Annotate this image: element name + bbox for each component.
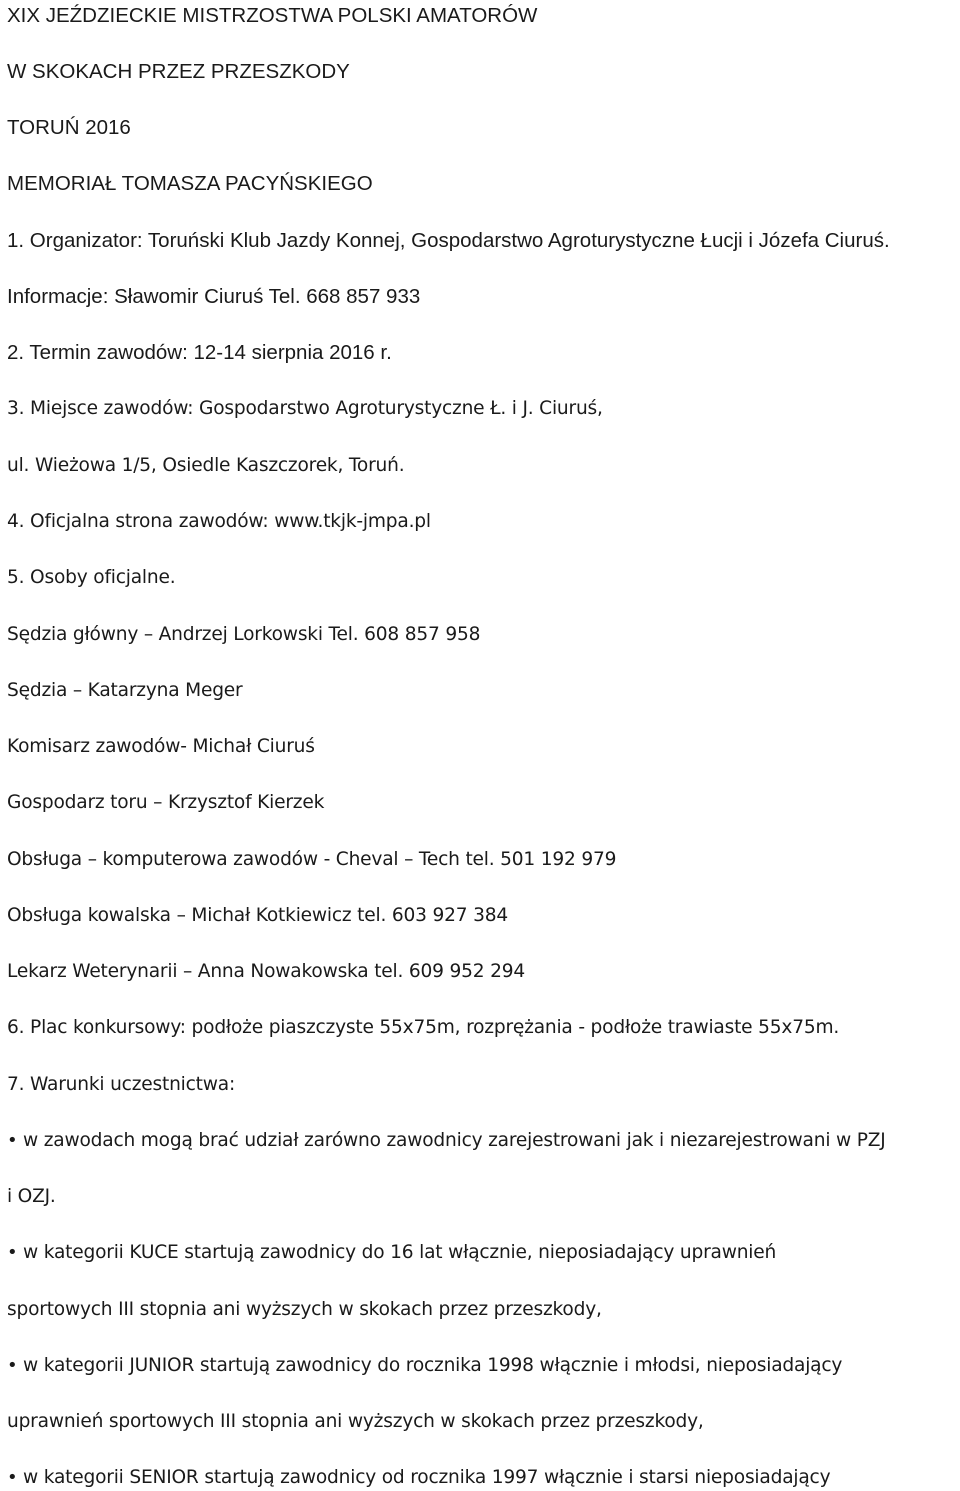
title-line-2: W SKOKACH PRZEZ PRZESZKODY [7,60,350,83]
bullet-item-1: w zawodach mogą brać udział zarówno zawodnicy zarejestrowani jak i niezarejestrowani w PZJ [23,1130,886,1151]
venue-line: 3. Miejsce zawodów: Gospodarstwo Agroturystyczne Ł. i J. Ciuruś, [7,398,603,419]
bullet-item-4: w kategorii SENIOR startują zawodnicy od rocznika 1997 włącznie i starsi nieposiadający [23,1467,831,1488]
officials-heading: 5. Osoby oficjalne. [7,567,176,588]
bullet-item-1-continuation: i OZJ. [7,1186,56,1207]
official-line-farrier: Obsługa kowalska – Michał Kotkiewicz tel. 603 927 384 [7,905,508,926]
date-line: 2. Termin zawodów: 12-14 sierpnia 2016 r. [7,341,392,364]
bullet-item-2: w kategorii KUCE startują zawodnicy do 16 lat włącznie, nieposiadający uprawnień [23,1242,777,1263]
official-line-veterinarian: Lekarz Weterynarii – Anna Nowakowska tel. 609 952 294 [7,961,526,982]
official-line-commissioner: Komisarz zawodów- Michał Ciuruś [7,736,315,757]
bullet-marker: • [7,1130,18,1151]
official-line-judge: Sędzia – Katarzyna Meger [7,680,243,701]
official-line-course-host: Gospodarz toru – Krzysztof Kierzek [7,792,325,813]
bullet-item-2-continuation: sportowych III stopnia ani wyższych w skokach przez przeszkody, [7,1299,602,1320]
website-line: 4. Oficjalna strona zawodów: www.tkjk-jmpa.pl [7,511,431,532]
title-line-4: MEMORIAŁ TOMASZA PACYŃSKIEGO [7,172,373,195]
information-line: Informacje: Sławomir Ciuruś Tel. 668 857 933 [7,285,421,308]
bullet-item-3: w kategorii JUNIOR startują zawodnicy do rocznika 1998 włącznie i młodsi, nieposiadający [23,1355,843,1376]
title-line-1: XIX JEŹDZIECKIE MISTRZOSTWA POLSKI AMATORÓW [7,4,538,27]
organizer-line: 1. Organizator: Toruński Klub Jazdy Konnej, Gospodarstwo Agroturystyczne Łucji i Józefa Ciuruś. [7,229,890,252]
conditions-heading: 7. Warunki uczestnictwa: [7,1074,236,1095]
bullet-item-3-continuation: uprawnień sportowych III stopnia ani wyższych w skokach przez przeszkody, [7,1411,704,1432]
address-line: ul. Wieżowa 1/5, Osiedle Kaszczorek, Toruń. [7,455,405,476]
bullet-marker: • [7,1467,18,1488]
bullet-marker: • [7,1355,18,1376]
title-line-3: TORUŃ 2016 [7,116,131,139]
official-line-computer-service: Obsługa – komputerowa zawodów - Cheval – Tech tel. 501 192 979 [7,849,617,870]
official-line-chief-judge: Sędzia główny – Andrzej Lorkowski Tel. 608 857 958 [7,624,481,645]
bullet-marker: • [7,1242,18,1263]
arena-line: 6. Plac konkursowy: podłoże piaszczyste 55x75m, rozprężania - podłoże trawiaste 55x75m. [7,1017,840,1038]
